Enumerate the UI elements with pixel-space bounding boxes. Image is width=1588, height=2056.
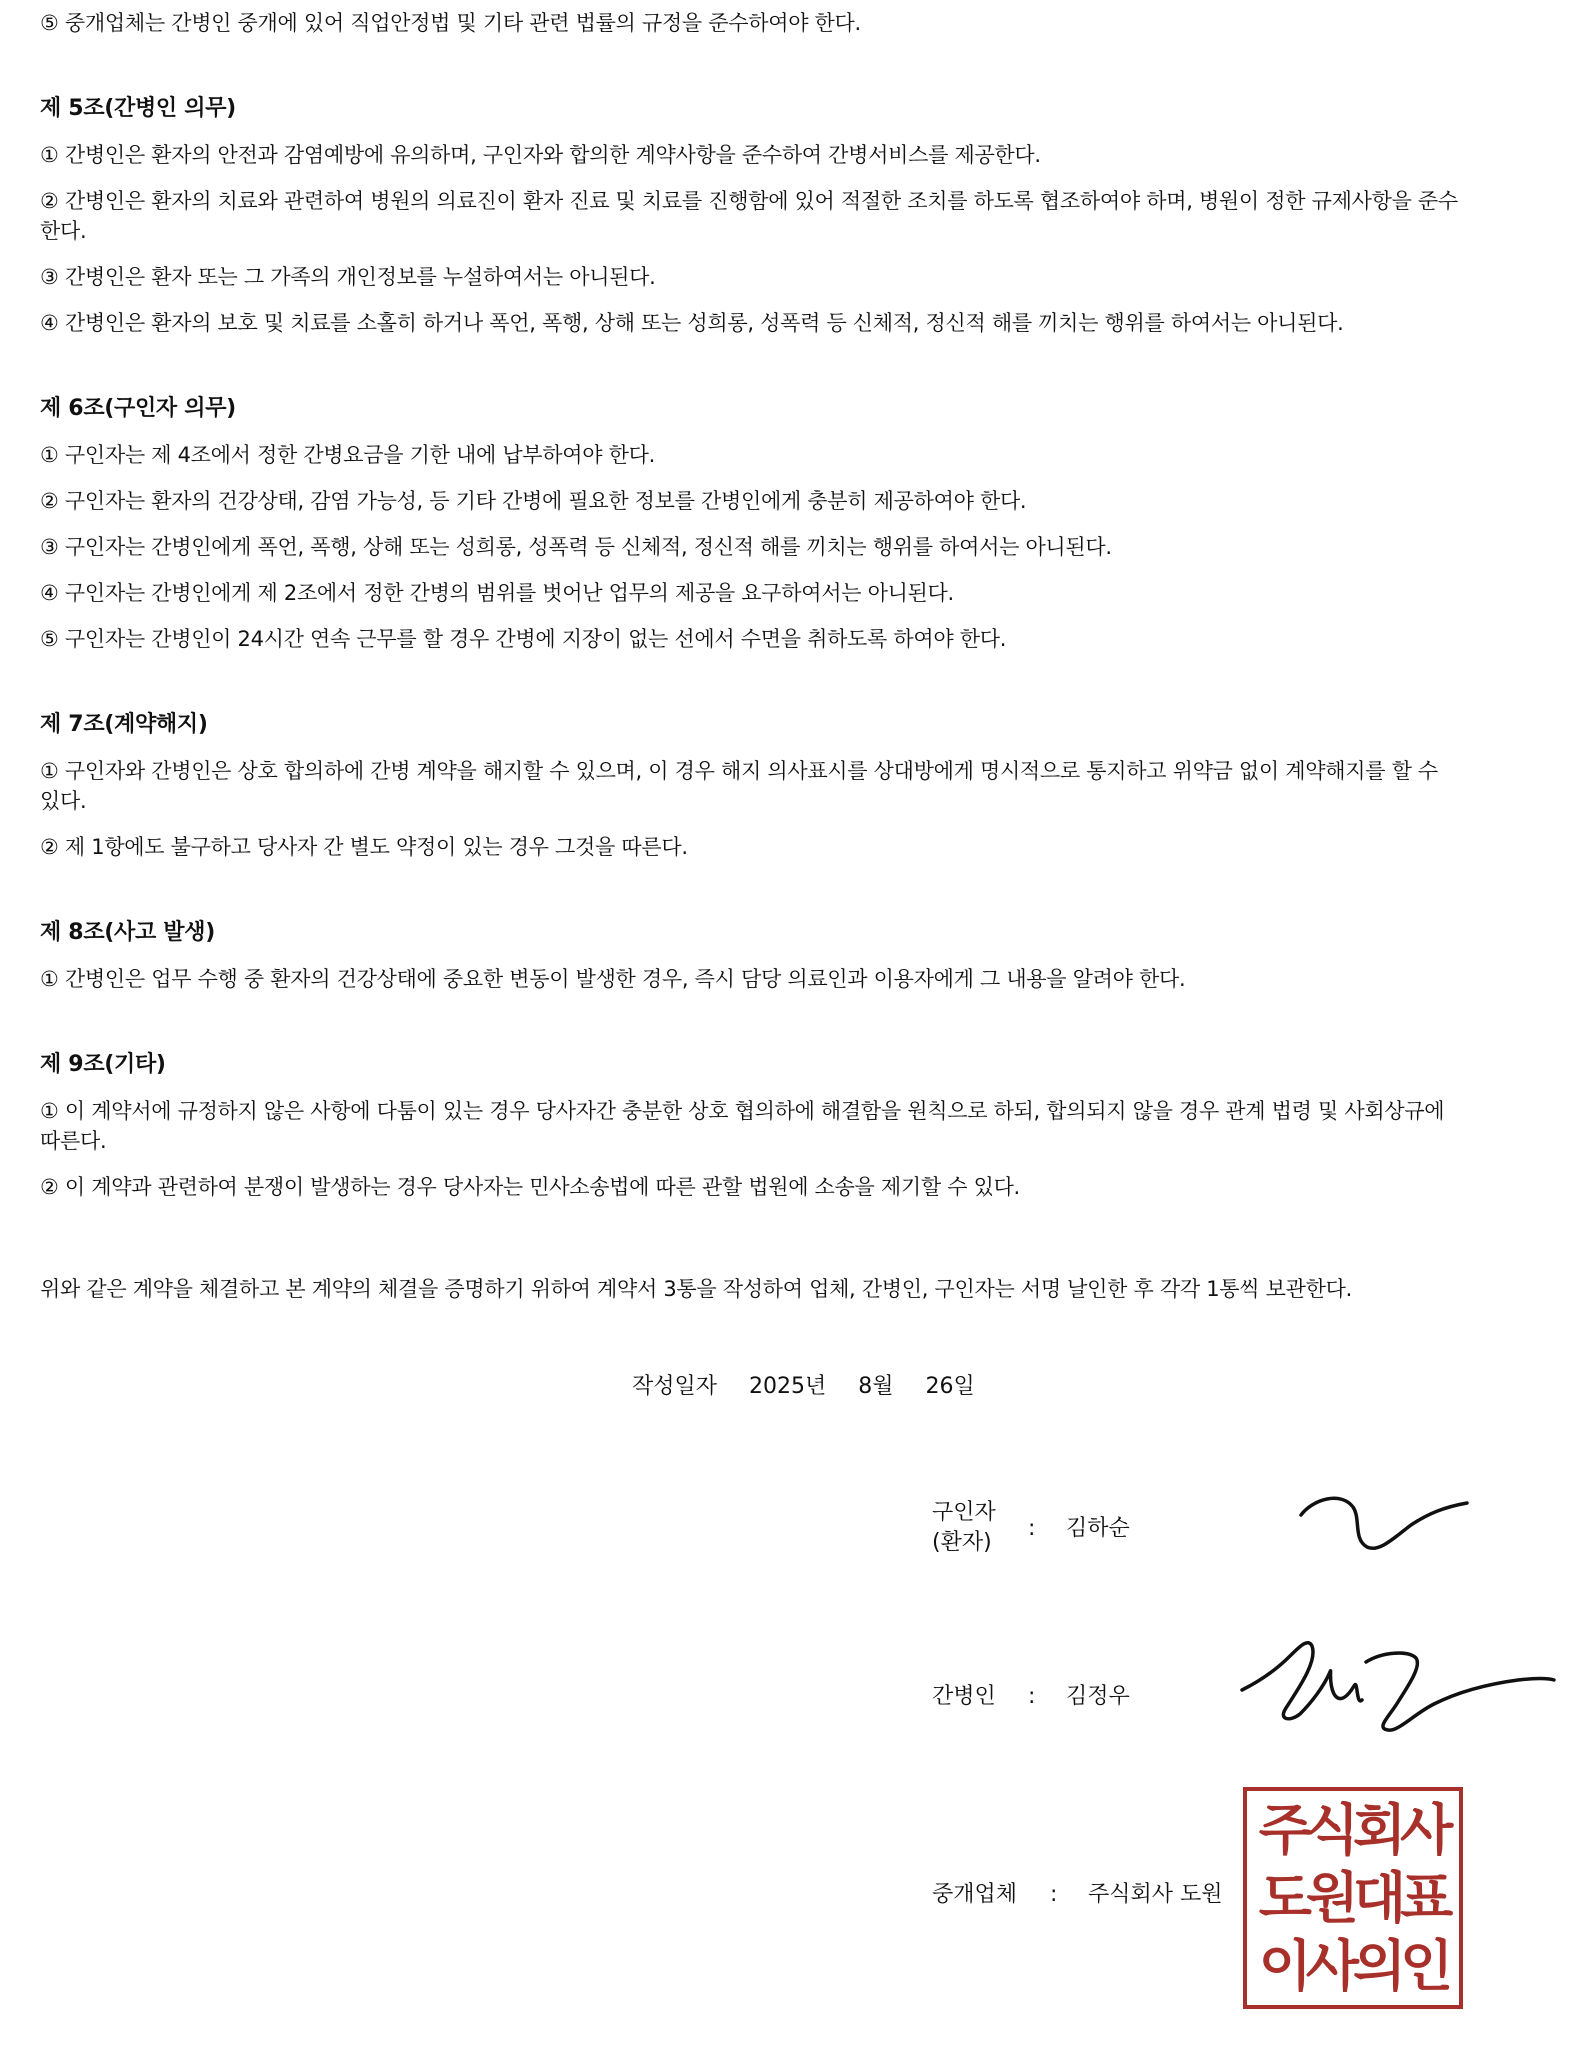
client-label-line2: (환자): [932, 1530, 992, 1555]
article-heading: 제 7조(계약해지): [40, 712, 208, 737]
clause-text: ② 간병인은 환자의 치료와 관련하여 병원의 의료진이 환자 진료 및 치료를 진행함에 있어 적절한 조치를 하도록 협조하여야 하며, 병원이 정한 규제사항을 준수: [40, 189, 1458, 213]
date-month: 8월: [858, 1374, 894, 1399]
article-heading: 제 8조(사고 발생): [40, 920, 215, 945]
agency-colon: :: [1050, 1882, 1058, 1907]
clause-text: ① 간병인은 환자의 안전과 감염예방에 유의하며, 구인자와 합의한 계약사항을 준수하여 간병서비스를 제공한다.: [40, 143, 1041, 167]
article-heading: 제 9조(기타): [40, 1052, 166, 1077]
client-name: 김하순: [1066, 1516, 1130, 1541]
clause-text: ④ 구인자는 간병인에게 제 2조에서 정한 간병의 범위를 벗어난 업무의 제공을 요구하여서는 아니된다.: [40, 581, 954, 605]
caregiver-label: 간병인: [932, 1684, 996, 1709]
client-label-line1: 구인자: [932, 1500, 996, 1525]
caregiver-colon: :: [1028, 1684, 1036, 1709]
agency-label: 중개업체: [932, 1882, 1018, 1907]
clause-text: ③ 구인자는 간병인에게 폭언, 폭행, 상해 또는 성희롱, 성폭력 등 신체적, 정신적 해를 끼치는 행위를 하여서는 아니된다.: [40, 535, 1112, 559]
company-seal-stamp: [1243, 1787, 1463, 2009]
caregiver-name: 김정우: [1066, 1684, 1130, 1709]
clause-text: ② 이 계약과 관련하여 분쟁이 발생하는 경우 당사자는 민사소송법에 따른 관할 법원에 소송을 제기할 수 있다.: [40, 1175, 1020, 1199]
seal-line-3: 이사의인: [1258, 1934, 1448, 1998]
clause-text: ① 구인자와 간병인은 상호 합의하에 간병 계약을 해지할 수 있으며, 이 경우 해지 의사표시를 상대방에게 명시적으로 통지하고 위약금 없이 계약해지를 할 수: [40, 759, 1438, 783]
caregiver-signature: [1238, 1622, 1558, 1752]
clause-text: ① 구인자는 제 4조에서 정한 간병요금을 기한 내에 납부하여야 한다.: [40, 443, 655, 467]
client-colon: :: [1028, 1516, 1036, 1541]
article-heading: 제 6조(구인자 의무): [40, 396, 236, 421]
seal-line-1: 주식회사: [1258, 1798, 1448, 1862]
clause-text: 따른다.: [40, 1129, 107, 1153]
closing-statement: 위와 같은 계약을 체결하고 본 계약의 체결을 증명하기 위하여 계약서 3통을 작성하여 업체, 간병인, 구인자는 서명 날인한 후 각각 1통씩 보관한다.: [40, 1277, 1352, 1301]
seal-line-2: 도원대표: [1258, 1866, 1448, 1930]
clause-text: ② 구인자는 환자의 건강상태, 감염 가능성, 등 기타 간병에 필요한 정보를 간병인에게 충분히 제공하여야 한다.: [40, 489, 1027, 513]
date-label: 작성일자: [632, 1374, 718, 1399]
clause-text: 한다.: [40, 219, 87, 243]
client-signature: [1295, 1485, 1475, 1565]
date-day: 26일: [925, 1374, 975, 1399]
clause-text: ④ 간병인은 환자의 보호 및 치료를 소홀히 하거나 폭언, 폭행, 상해 또는 성희롱, 성폭력 등 신체적, 정신적 해를 끼치는 행위를 하여서는 아니된다.: [40, 311, 1344, 335]
clause-text: ③ 간병인은 환자 또는 그 가족의 개인정보를 누설하여서는 아니된다.: [40, 265, 656, 289]
signing-date: [632, 1372, 975, 1402]
client-label: [932, 1498, 996, 1558]
clause-text: ⑤ 중개업체는 간병인 중개에 있어 직업안정법 및 기타 관련 법률의 규정을 준수하여야 한다.: [40, 11, 861, 35]
clause-text: 있다.: [40, 789, 87, 813]
clause-text: ② 제 1항에도 불구하고 당사자 간 별도 약정이 있는 경우 그것을 따른다.: [40, 835, 688, 859]
clause-text: ⑤ 구인자는 간병인이 24시간 연속 근무를 할 경우 간병에 지장이 없는 선에서 수면을 취하도록 하여야 한다.: [40, 627, 1007, 651]
date-year: 2025년: [749, 1374, 827, 1399]
clause-text: ① 간병인은 업무 수행 중 환자의 건강상태에 중요한 변동이 발생한 경우, 즉시 담당 의료인과 이용자에게 그 내용을 알려야 한다.: [40, 967, 1186, 991]
clause-text: ① 이 계약서에 규정하지 않은 사항에 다툼이 있는 경우 당사자간 충분한 상호 협의하에 해결함을 원칙으로 하되, 합의되지 않을 경우 관계 법령 및 사회상규에: [40, 1099, 1445, 1123]
article-heading: 제 5조(간병인 의무): [40, 96, 236, 121]
agency-name: 주식회사 도원: [1088, 1882, 1223, 1907]
